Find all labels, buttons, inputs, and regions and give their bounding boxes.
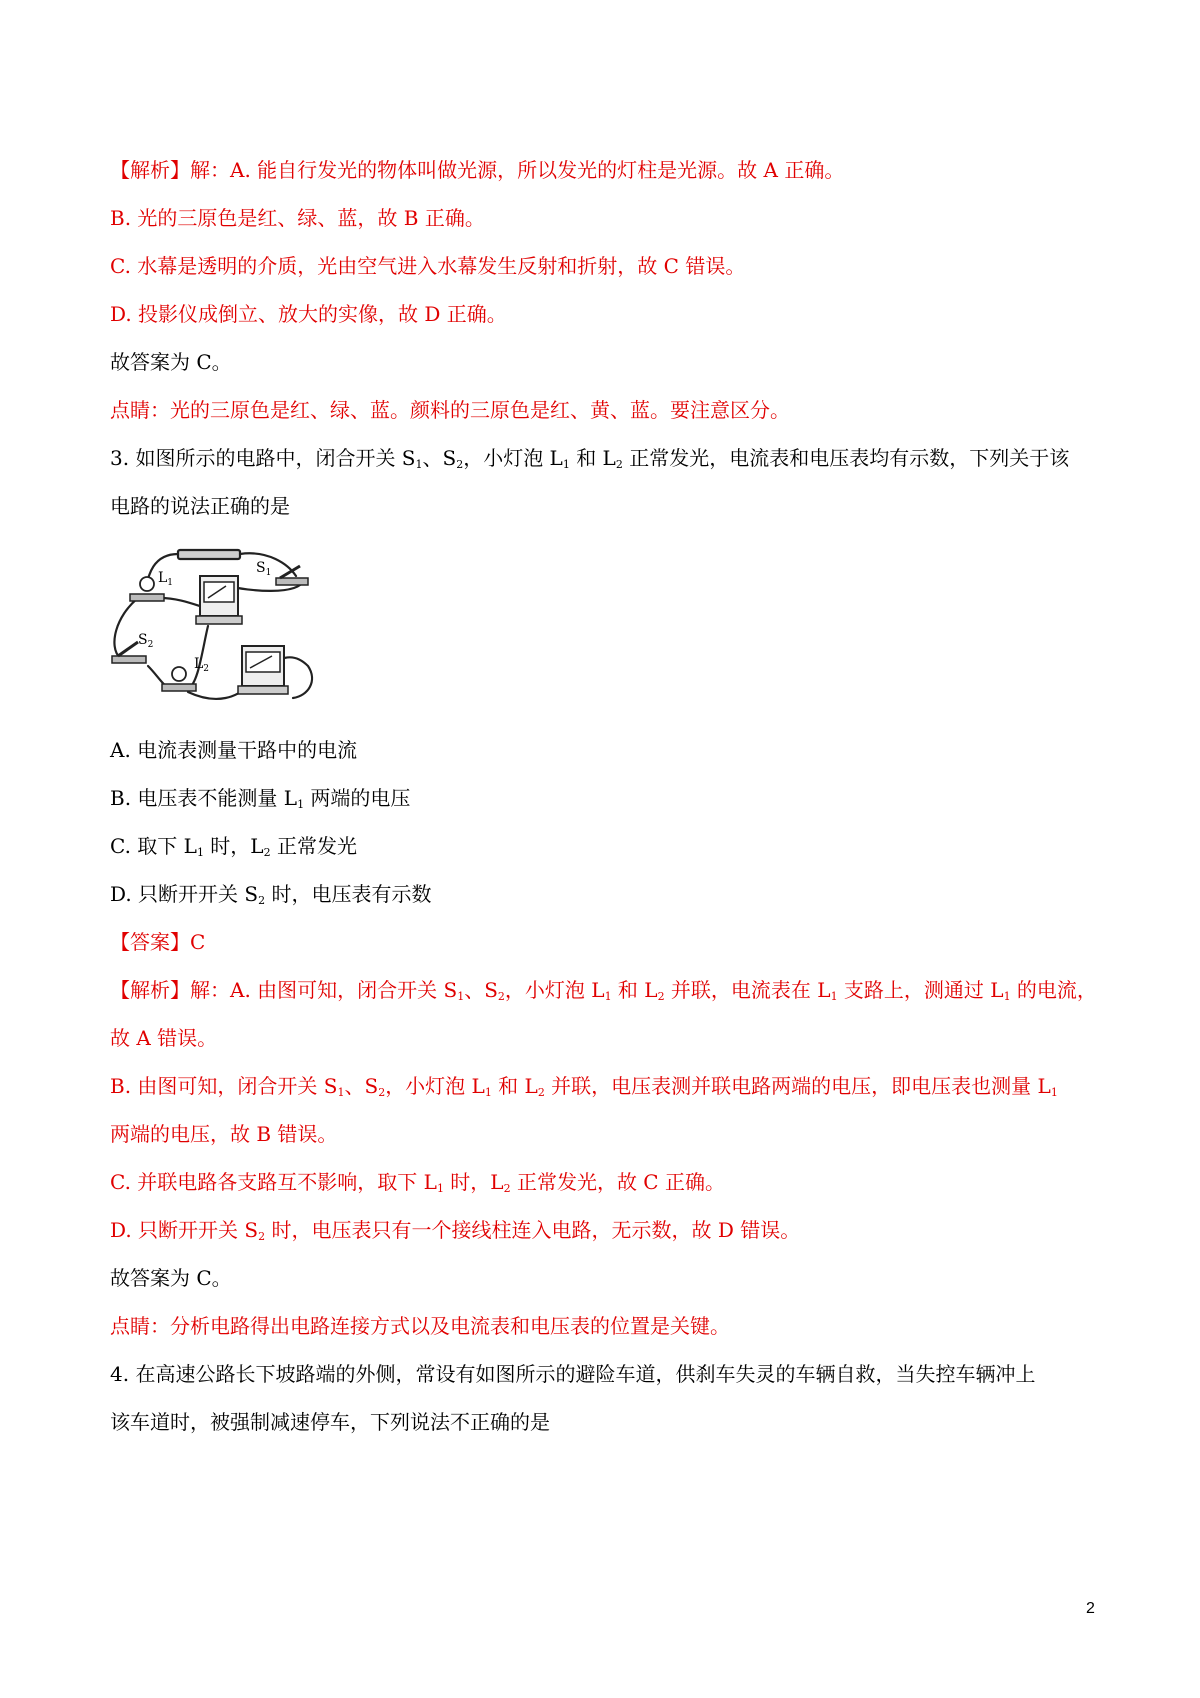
subscript: 1 — [436, 1182, 444, 1195]
text: ，小灯泡 L — [504, 978, 605, 1002]
q3-option-b — [110, 786, 410, 810]
subscript: 2 — [497, 990, 505, 1003]
q3-note: 点睛：分析电路得出电路连接方式以及电流表和电压表的位置是关键。 — [110, 1314, 730, 1338]
q2-analysis-c: C. 水幕是透明的介质，光由空气进入水幕发生反射和折射，故 C 错误。 — [110, 254, 746, 278]
subscript: 1 — [484, 1086, 492, 1099]
q3-answer: 【答案】C — [110, 930, 206, 954]
subscript: 2 — [503, 1182, 511, 1195]
text: 和 L — [569, 446, 616, 470]
label-s1: $S_1$ — [256, 560, 272, 578]
text: B. 电压表不能测量 L — [110, 786, 298, 810]
text: 并联，电压表测并联电路两端的电压，即电压表也测量 L — [544, 1074, 1051, 1098]
q3-conclusion: 故答案为 C。 — [110, 1266, 232, 1290]
analysis-text: 解：A. 能自行发光的物体叫做光源，所以发光的灯柱是光源。故 A 正确。 — [190, 158, 845, 182]
subscript: 1 — [830, 990, 838, 1003]
lamp-l2 — [162, 667, 196, 691]
q4-stem-line1: 4. 在高速公路长下坡路端的外侧，常设有如图所示的避险车道，供刹车失灵的车辆自救，当失控车辆冲上 — [110, 1362, 1036, 1386]
text: 、S — [344, 1074, 379, 1098]
text: 正常发光，电流表和电压表均有示数，下列关于该 — [622, 446, 1070, 470]
text: D. 只断开开关 S — [110, 1218, 259, 1242]
subscript: 1 — [196, 846, 204, 859]
q4-stem-line2: 该车道时，被强制减速停车，下列说法不正确的是 — [110, 1410, 550, 1434]
page-number: 2 — [1086, 1600, 1095, 1617]
subscript: 1 — [457, 990, 465, 1003]
subscript: 2 — [258, 1230, 266, 1243]
text: 时，L — [203, 834, 264, 858]
subscript: 1 — [297, 798, 305, 811]
subscript: 2 — [378, 1086, 386, 1099]
battery — [178, 550, 240, 559]
subscript: 2 — [537, 1086, 545, 1099]
q3-analysis-b1 — [110, 1074, 1058, 1098]
text: 、S — [464, 978, 498, 1002]
subscript: 2 — [657, 990, 665, 1003]
circuit-figure — [108, 536, 330, 714]
text: ，小灯泡 L — [385, 1074, 485, 1098]
text: 和 L — [491, 1074, 538, 1098]
q3-analysis-d — [110, 1218, 800, 1242]
q3-option-a: A. 电流表测量干路中的电流 — [110, 738, 358, 762]
switch-s1 — [276, 566, 308, 585]
text: 并联，电流表在 L — [664, 978, 831, 1002]
subscript: 1 — [1003, 990, 1011, 1003]
q2-note: 点睛：光的三原色是红、绿、蓝。颜料的三原色是红、黄、蓝。要注意区分。 — [110, 398, 790, 422]
ammeter — [196, 576, 242, 624]
text: C. 取下 L — [110, 834, 197, 858]
text: 时，电压表有示数 — [265, 882, 432, 906]
subscript: 1 — [604, 990, 612, 1003]
q3-analysis-a1 — [110, 978, 1097, 1002]
text: 正常发光，故 C 正确。 — [510, 1170, 725, 1194]
q3-analysis-b2: 两端的电压，故 B 错误。 — [110, 1122, 338, 1146]
subscript: 1 — [1050, 1086, 1058, 1099]
subscript: 2 — [258, 894, 266, 907]
label-l1: $L_1$ — [158, 570, 174, 588]
text: ，小灯泡 L — [463, 446, 563, 470]
subscript: 1 — [562, 458, 570, 471]
q3-option-c — [110, 834, 357, 858]
subscript: 2 — [263, 846, 271, 859]
voltmeter — [238, 646, 288, 694]
q3-stem-line1 — [110, 446, 1069, 470]
q3-analysis-a2: 故 A 错误。 — [110, 1026, 218, 1050]
text: D. 只断开开关 S — [110, 882, 259, 906]
subscript: 1 — [415, 458, 423, 471]
text: 和 L — [611, 978, 658, 1002]
text: 3. 如图所示的电路中，闭合开关 S — [110, 446, 416, 470]
text: 的电流， — [1010, 978, 1097, 1002]
q2-conclusion: 故答案为 C。 — [110, 350, 232, 374]
text: B. 由图可知，闭合开关 S — [110, 1074, 338, 1098]
q2-analysis-a — [110, 158, 844, 182]
analysis-label: 【解析】 — [110, 978, 190, 1002]
text: 、S — [422, 446, 457, 470]
label-s2: $S_2$ — [138, 632, 154, 650]
q3-stem-line2: 电路的说法正确的是 — [110, 494, 290, 518]
label-l2: $L_2$ — [194, 656, 210, 674]
text: 两端的电压 — [304, 786, 411, 810]
q3-analysis-c — [110, 1170, 725, 1194]
q2-analysis-d: D. 投影仪成倒立、放大的实像，故 D 正确。 — [110, 302, 507, 326]
text: 时，L — [443, 1170, 504, 1194]
subscript: 2 — [456, 458, 464, 471]
analysis-label: 【解析】 — [110, 158, 190, 182]
subscript: 1 — [337, 1086, 345, 1099]
text: 解：A. 由图可知，闭合开关 S — [190, 978, 458, 1002]
text: 时，电压表只有一个接线柱连入电路，无示数，故 D 错误。 — [265, 1218, 801, 1242]
subscript: 2 — [615, 458, 623, 471]
q2-analysis-b: B. 光的三原色是红、绿、蓝，故 B 正确。 — [110, 206, 485, 230]
q3-option-d — [110, 882, 431, 906]
text: 支路上，测通过 L — [837, 978, 1004, 1002]
text: 正常发光 — [270, 834, 357, 858]
text: C. 并联电路各支路互不影响，取下 L — [110, 1170, 437, 1194]
